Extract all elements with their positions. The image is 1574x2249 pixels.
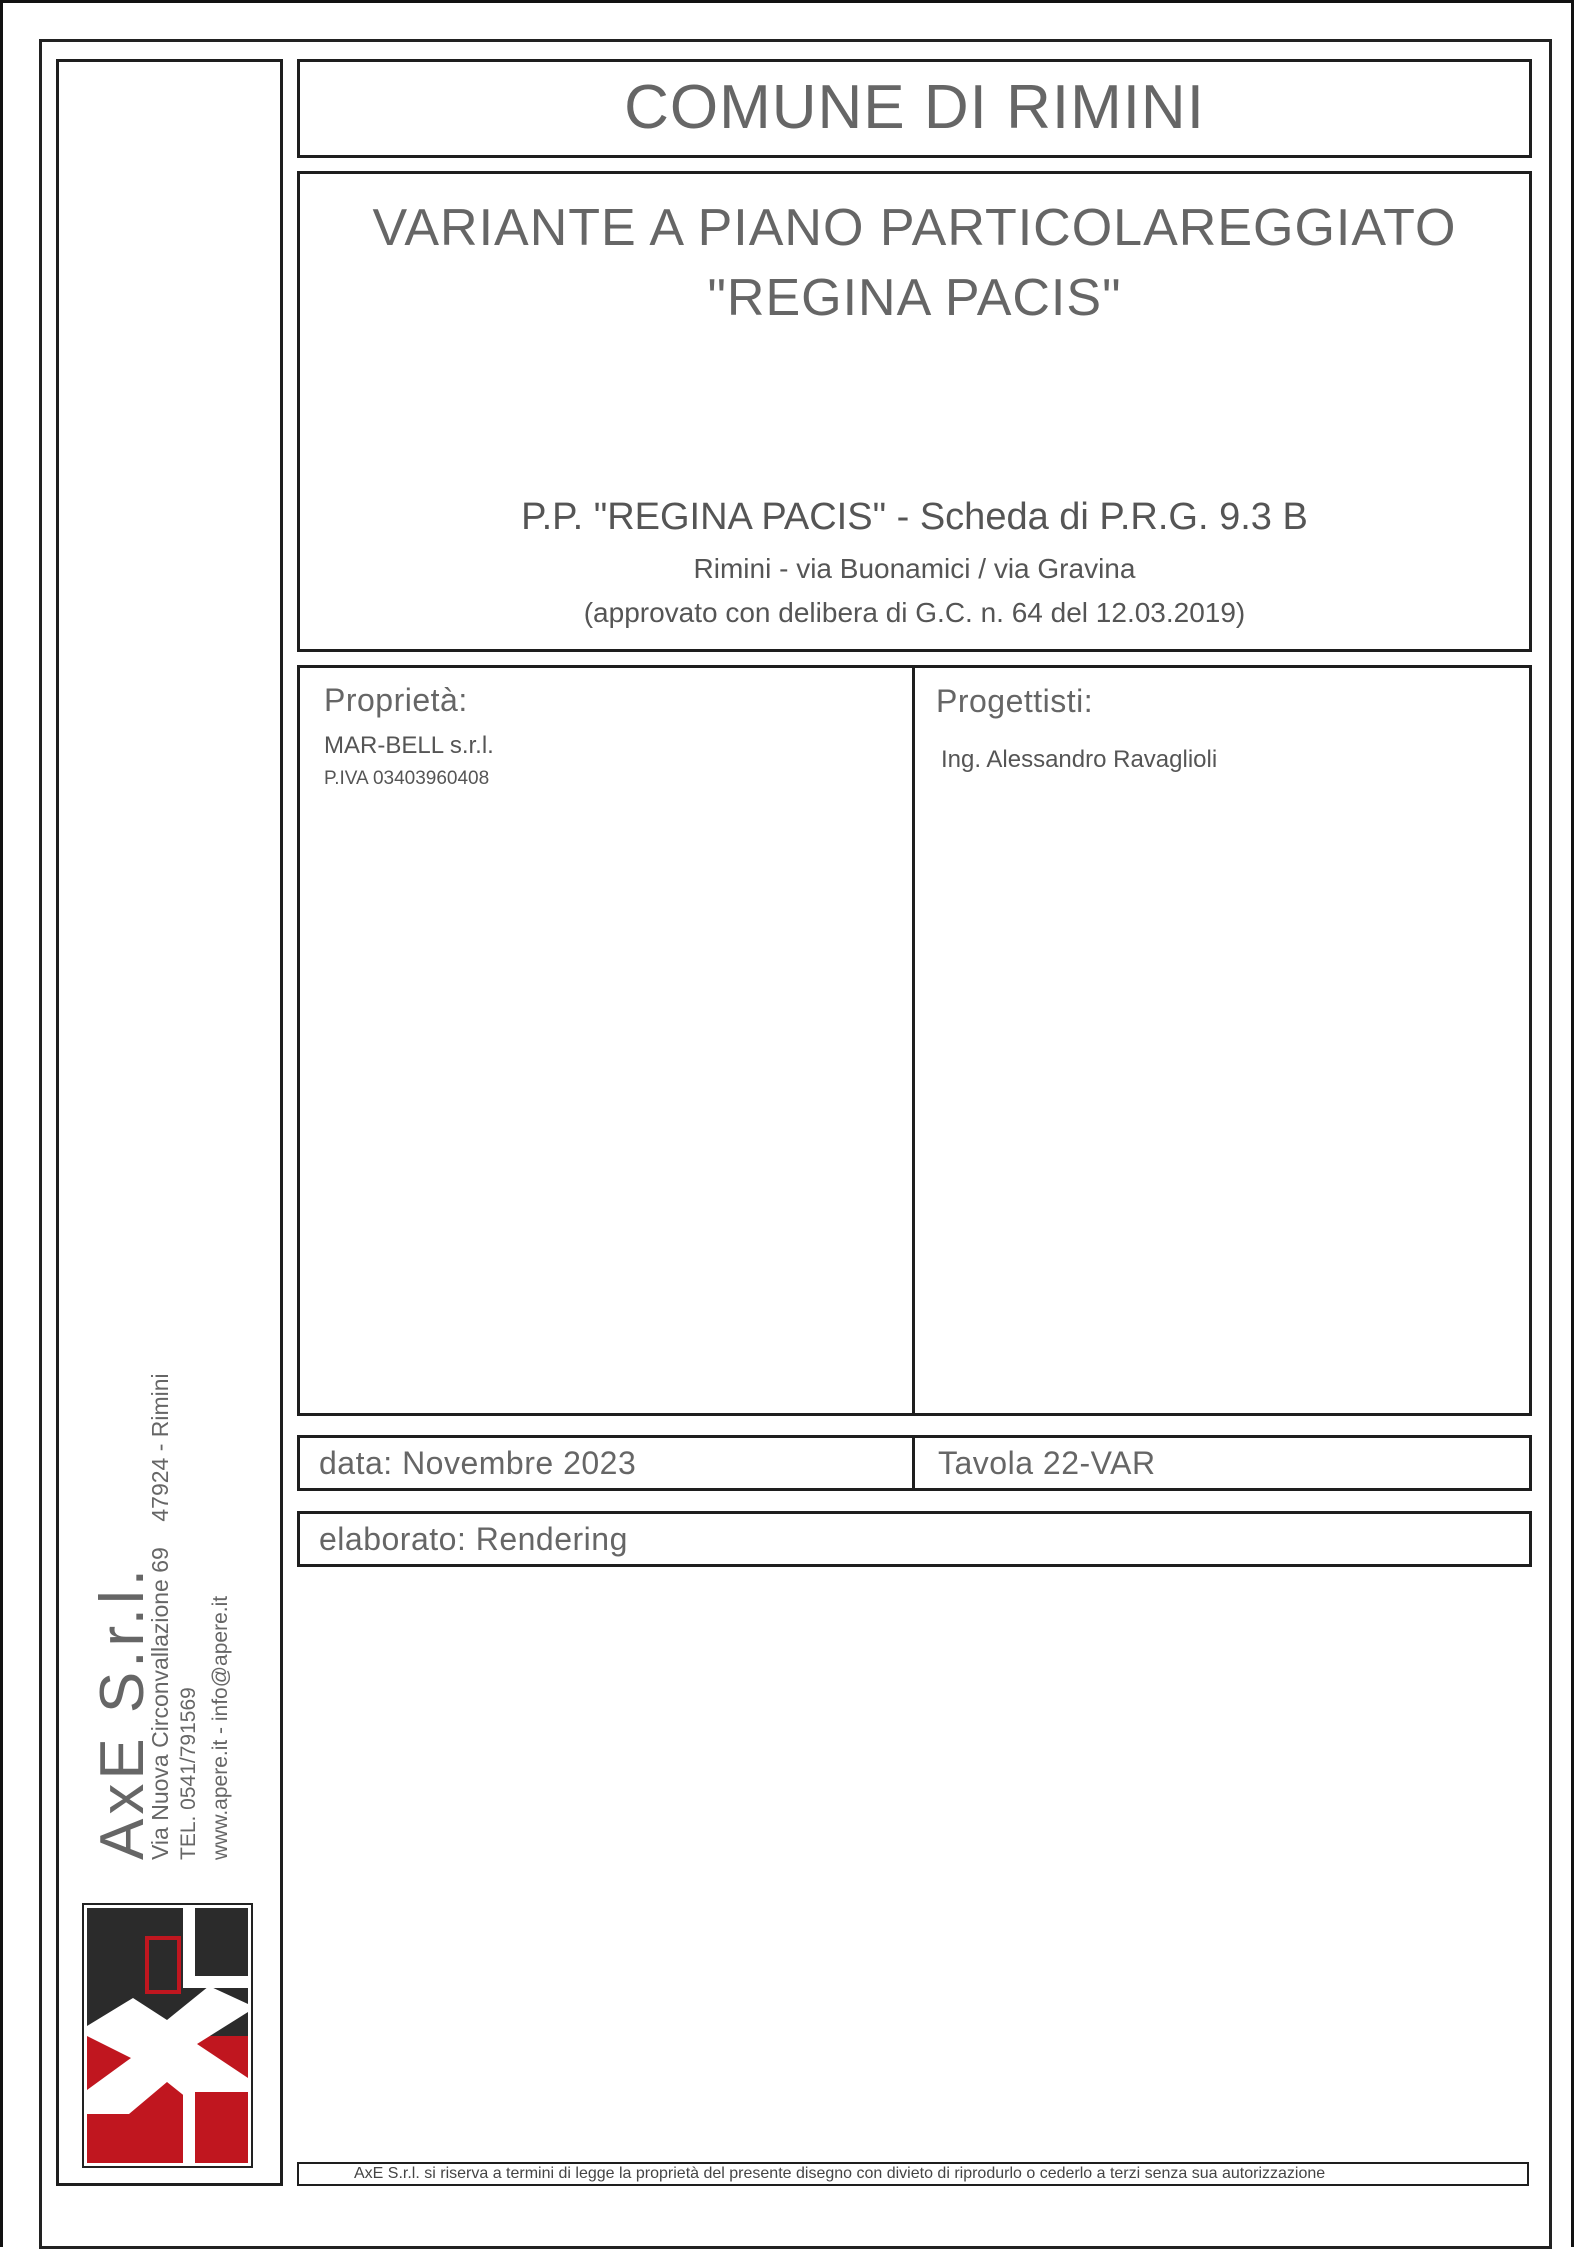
project-title-line2: "REGINA PACIS" bbox=[707, 269, 1122, 327]
owners-label: Proprietà: bbox=[324, 682, 468, 718]
approval-note: (approvato con delibera di G.C. n. 64 del 12.03.2019) bbox=[583, 597, 1246, 628]
subject-box bbox=[297, 171, 1532, 652]
company-logo bbox=[82, 1903, 253, 2168]
copyright-notice: AxE S.r.l. si riserva a termini di legge la proprietà del presente disegno con divieto di riprodurlo o cederlo a terzi senza sua autorizzazione bbox=[354, 2165, 1326, 2182]
project-title-line1: VARIANTE A PIANO PARTICOLAREGGIATO bbox=[372, 199, 1457, 257]
sheet-number: Tavola 22-VAR bbox=[938, 1445, 1156, 1481]
copyright-box bbox=[297, 2162, 1529, 2186]
owner-name: MAR-BELL s.r.l. bbox=[324, 732, 494, 759]
company-web: www.apere.it - info@apere.it bbox=[209, 1595, 232, 1860]
location: Rimini - via Buonamici / via Gravina bbox=[693, 553, 1136, 584]
company-address: Via Nuova Circonvallazione 69 47924 - Rimini bbox=[147, 1373, 173, 1860]
drawing-type-box bbox=[297, 1511, 1532, 1567]
designers-box bbox=[912, 665, 1532, 1416]
drawing-type: elaborato: Rendering bbox=[319, 1521, 628, 1557]
owners-box bbox=[297, 665, 915, 1416]
designer-name: Ing. Alessandro Ravaglioli bbox=[941, 746, 1218, 773]
owner-vat: P.IVA 03403960408 bbox=[324, 768, 490, 789]
sheet-box bbox=[912, 1435, 1532, 1491]
plan-reference: P.P. "REGINA PACIS" - Scheda di P.R.G. 9.3 B bbox=[521, 496, 1308, 538]
municipality-box bbox=[297, 59, 1532, 158]
company-strip bbox=[56, 59, 283, 2186]
date-box bbox=[297, 1435, 915, 1491]
company-name: AxE S.r.l. bbox=[88, 1565, 157, 1860]
company-phone: TEL. 0541/791569 bbox=[177, 1687, 200, 1860]
municipality-title: COMUNE DI RIMINI bbox=[624, 73, 1205, 142]
designers-label: Progettisti: bbox=[936, 683, 1094, 719]
axe-logo-icon bbox=[87, 1908, 248, 2163]
date-label: data: Novembre 2023 bbox=[319, 1445, 637, 1481]
